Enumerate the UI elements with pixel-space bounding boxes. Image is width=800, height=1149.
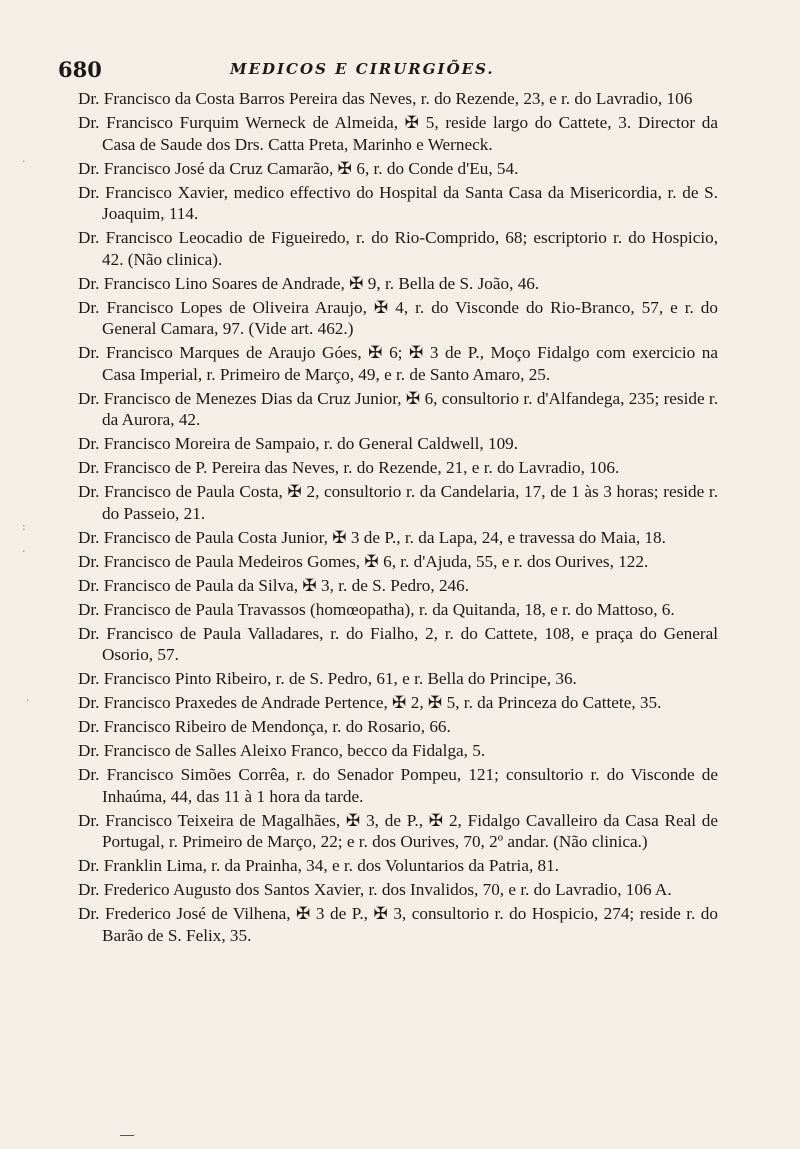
margin-speck: · (26, 694, 30, 707)
list-item: Dr. Francisco de Paula Medeiros Gomes, ✠ 6, r. d'Ajuda, 55, e r. dos Ourives, 122. (78, 551, 649, 571)
list-item: Dr. Francisco de Paula da Silva, ✠ 3, r. de S. Pedro, 246. (78, 575, 470, 595)
entry-list (78, 88, 718, 949)
list-item: Dr. Francisco Ribeiro de Mendonça, r. do Rosario, 66. (78, 717, 451, 736)
list-item: Dr. Francisco Lino Soares de Andrade, ✠ 9, r. Bella de S. João, 46. (78, 273, 540, 293)
list-item: Dr. Francisco de Paula Travassos (homœopatha), r. da Quitanda, 18, e r. do Mattoso, 6. (78, 599, 675, 619)
list-item: Dr. Francisco Leocadio de Figueiredo, r. do Rio-Comprido, 68; escriptorio r. do Hospicio, 42. (Não clinica). (78, 228, 718, 269)
list-item: Dr. Francisco José da Cruz Camarão, ✠ 6, r. do Conde d'Eu, 54. (78, 158, 519, 178)
margin-speck: : (22, 520, 26, 533)
list-item: Dr. Francisco Moreira de Sampaio, r. do General Caldwell, 109. (78, 434, 519, 453)
list-item: Dr. Francisco Pinto Ribeiro, r. de S. Pedro, 61, e r. Bella do Principe, 36. (78, 669, 577, 688)
list-item: Dr. Francisco da Costa Barros Pereira das Neves, r. do Rezende, 23, e r. do Lavradio, 106 (78, 89, 693, 108)
margin-speck: · (22, 545, 26, 558)
list-item: Dr. Frederico José de Vilhena, ✠ 3 de P., ✠ 3, consultorio r. do Hospicio, 274; reside r. do Barão de S. Felix, 35. (78, 904, 718, 945)
list-item: Dr. Frederico Augusto dos Santos Xavier, r. dos Invalidos, 70, e r. do Lavradio, 106 A. (78, 880, 672, 899)
page-number: 680 (58, 57, 102, 82)
list-item: Dr. Francisco de Paula Costa, ✠ 2, consultorio r. da Candelaria, 17, de 1 às 3 horas; reside r. do Passeio, 21. (78, 482, 718, 523)
list-item: Dr. Francisco Lopes de Oliveira Araujo, ✠ 4, r. do Visconde do Rio-Branco, 57, e r. do General Camara, 97. (Vide art. 462.) (78, 297, 718, 338)
list-item: Dr. Francisco de Paula Valladares, r. do Fialho, 2, r. do Cattete, 108, e praça do General Osorio, 57. (78, 623, 718, 664)
list-item: Dr. Francisco de Menezes Dias da Cruz Junior, ✠ 6, consultorio r. d'Alfandega, 235; reside r. da Aurora, 42. (78, 388, 718, 429)
page-header (58, 57, 718, 87)
list-item: Dr. Francisco de P. Pereira das Neves, r. do Rezende, 21, e r. do Lavradio, 106. (78, 458, 620, 477)
footer-rule (120, 1135, 134, 1136)
list-item: Dr. Francisco Marques de Araujo Góes, ✠ 6; ✠ 3 de P., Moço Fidalgo com exercicio na Casa Imperial, r. Primeiro de Março, 49, e r. de Santo Amaro, 25. (78, 343, 718, 384)
list-item: Dr. Francisco de Salles Aleixo Franco, becco da Fidalga, 5. (78, 741, 486, 760)
list-item: Dr. Francisco de Paula Costa Junior, ✠ 3 de P., r. da Lapa, 24, e travessa do Maia, 18. (78, 527, 666, 547)
list-item: Dr. Francisco Furquim Werneck de Almeida, ✠ 5, reside largo do Cattete, 3. Director da Casa de Saude dos Drs. Catta Preta, Marinho e Werneck. (78, 113, 718, 154)
list-item: Dr. Francisco Simões Corrêa, r. do Senador Pompeu, 121; consultorio r. do Visconde de Inhaúma, 44, das 11 à 1 hora da tarde. (78, 765, 718, 806)
list-item: Dr. Francisco Teixeira de Magalhães, ✠ 3, de P., ✠ 2, Fidalgo Cavalleiro da Casa Real de Portugal, r. Primeiro de Março, 22; e r. dos Ourives, 70, 2º andar. (Não clinica.) (78, 810, 718, 851)
running-head: MEDICOS E CIRURGIÕES. (230, 60, 495, 78)
list-item: Dr. Francisco Xavier, medico effectivo do Hospital da Santa Casa da Misericordia, r. de S. Joaquim, 114. (78, 182, 718, 223)
list-item: Dr. Francisco Praxedes de Andrade Pertence, ✠ 2, ✠ 5, r. da Princeza do Cattete, 35. (78, 693, 662, 712)
list-item: Dr. Franklin Lima, r. da Prainha, 34, e r. dos Voluntarios da Patria, 81. (78, 856, 560, 875)
margin-speck: · (22, 155, 26, 168)
